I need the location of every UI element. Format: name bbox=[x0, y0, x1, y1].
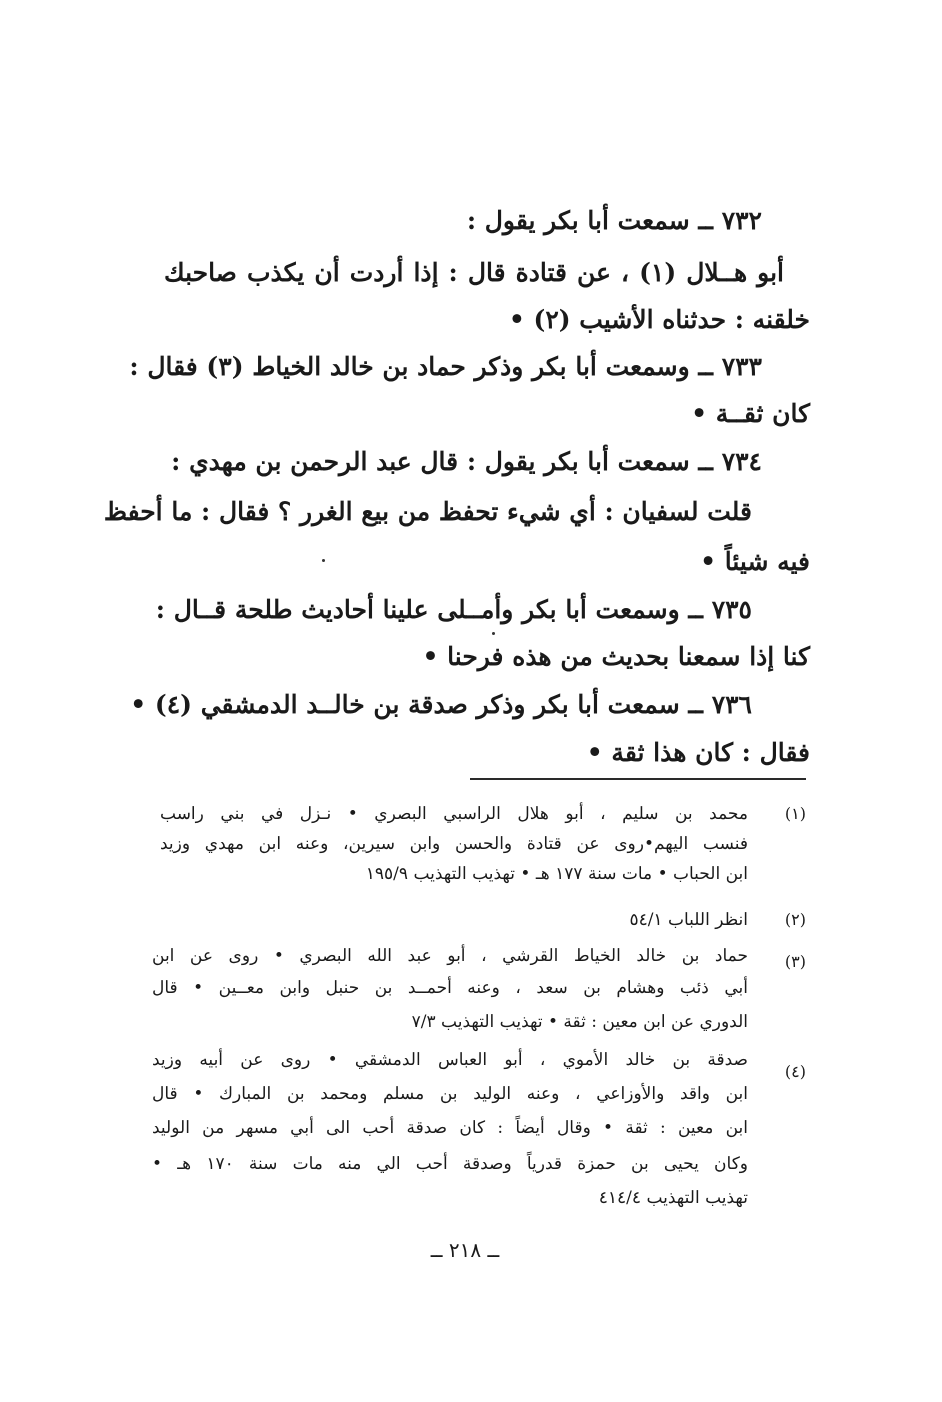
entry-734-text-line-1: قلت لسفيان : أي شيء تحفظ من بيع الغرر ؟ فقال : ما أحفظ bbox=[103, 497, 752, 526]
page-number: ــ ٢١٨ ــ bbox=[430, 1238, 500, 1262]
footnote-3-number: (٣) bbox=[784, 952, 806, 971]
footnote-3-line-2: أبي ذئب وهشام بن سعد ، وعنه أحمــد بن حنبل وابن معــين • قال bbox=[152, 978, 748, 998]
footnote-3-line-1: حماد بن خالد الخياط القرشي ، أبو عبد الله البصري • روى عن ابن bbox=[152, 946, 748, 966]
entry-734-text-line-2: فيه شيئاً • bbox=[700, 547, 810, 576]
entry-735-heading: ٧٣٥ ــ وسمعت أبا بكر وأمــلى علينا أحاديث طلحة قــال : bbox=[155, 595, 752, 624]
footnote-4-line-3: ابن معين : ثقة • وقال أيضاً : كان صدقة أحب الى أبي مسهر من الوليد bbox=[152, 1118, 748, 1138]
entry-736-heading: ٧٣٦ ــ سمعت أبا بكر وذكر صدقة بن خالــد الدمشقي (٤) • bbox=[130, 690, 752, 719]
footnote-4-number: (٤) bbox=[784, 1062, 806, 1081]
footnote-3-line-3: الدوري عن ابن معين : ثقة • تهذيب التهذيب ٧/٣ bbox=[411, 1012, 748, 1032]
footnote-1-line-3: ابن الحباب • مات سنة ١٧٧ هـ • تهذيب التهذيب ١٩٥/٩ bbox=[365, 864, 748, 884]
footnote-2-number: (٢) bbox=[784, 910, 806, 929]
footnote-2-line-1: انظر اللباب ٥٤/١ bbox=[629, 910, 748, 930]
entry-732-text-line-1: أبو هــلال (١) ، عن قتادة قال : إذا أردت أن يكذب صاحبك bbox=[164, 258, 785, 287]
entry-732-heading: ٧٣٢ ــ سمعت أبا بكر يقول : bbox=[466, 206, 762, 235]
print-speck bbox=[492, 632, 495, 635]
footnote-1-line-1: محمد بن سليم ، أبو هلال الراسبي البصري • نـزل في بني راسب bbox=[160, 804, 748, 824]
footnote-divider bbox=[470, 778, 806, 780]
footnote-4-line-4: وكان يحيى بن حمزة قدرياً وصدقة أحب الي منه مات سنة ١٧٠ هـ • bbox=[152, 1154, 748, 1174]
footnote-4-line-5: تهذيب التهذيب ٤١٤/٤ bbox=[598, 1188, 748, 1208]
entry-736-text: فقال : كان هذا ثقة • bbox=[586, 738, 810, 767]
footnote-4-line-1: صدقة بن خالد الأموي ، أبو العباس الدمشقي • روى عن أبيه وزيد bbox=[152, 1050, 748, 1070]
entry-733-heading: ٧٣٣ ــ وسمعت أبا بكر وذكر حماد بن خالد الخياط (٣) فقال : bbox=[129, 352, 762, 381]
print-speck bbox=[322, 559, 325, 562]
entry-733-text: كان ثقــة • bbox=[691, 399, 810, 428]
entry-732-text-line-2: خلقنه : حدثناه الأشيب (٢) • bbox=[508, 305, 810, 334]
entry-735-text: كنا إذا سمعنا بحديث من هذه فرحنا • bbox=[422, 642, 810, 671]
footnote-4-line-2: ابن واقد والأوزاعي ، وعنه الوليد بن مسلم ومحمد بن المبارك • قال bbox=[152, 1084, 748, 1104]
footnote-1-line-2: فنسب اليهم•روى عن قتادة والحسن وابن سيرين، وعنه ابن مهدي وزيد bbox=[160, 834, 748, 854]
footnote-1-number: (١) bbox=[784, 804, 806, 823]
entry-734-heading: ٧٣٤ ــ سمعت أبا بكر يقول : قال عبد الرحمن بن مهدي : bbox=[171, 447, 762, 476]
